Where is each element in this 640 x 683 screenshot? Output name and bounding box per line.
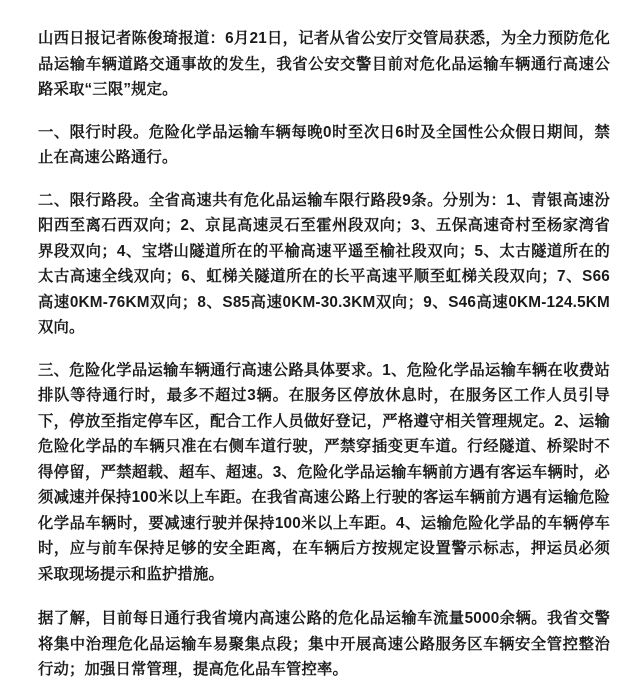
paragraph-closing: 据了解，目前每日通行我省境内高速公路的危化品运输车流量5000余辆。我省交警将集中治理危化品运输车易聚集点段；集中开展高速公路服务区车辆安全管控整治行动；加强日常管理，提高危化品车管控率。 xyxy=(38,610,610,678)
paragraph-section-two: 二、限行路段。全省高速共有危化品运输车限行路段9条。分别为：1、青银高速汾阳西至离石西双向；2、京昆高速灵石至霍州段双向；3、五保高速奇村至杨家湾省界段双向；4、宝塔山隧道所在的平榆高速平遥至榆社段双向；5、太古隧道所在的太古高速全线双向；6、虹梯关隧道所在的长平高速平顺至虹梯关段双向；7、S66高速0KM-76KM双向；8、S85高速0KM-30.3KM双向；9、S46高速0KM-124.5KM双向。 xyxy=(38,191,610,336)
paragraph-section-one: 一、限行时段。危险化学品运输车辆每晚0时至次日6时及全国性公众假日期间，禁止在高速公路通行。 xyxy=(38,123,610,166)
paragraph-section-three: 三、危险化学品运输车辆通行高速公路具体要求。1、危险化学品运输车辆在收费站排队等待通行时，最多不超过3辆。在服务区停放休息时，在服务区工作人员引导下，停放至指定停车区，配合工作人员做好登记，严格遵守相关管理规定。2、运输危险化学品的车辆只准在右侧车道行驶，严禁穿插变更车道。行经隧道、桥梁时不得停留，严禁超载、超车、超速。3、危险化学品运输车辆前方遇有客运车辆时，必须减速并保持100米以上车距。在我省高速公路上行驶的客运车辆前方遇有运输危险化学品车辆时，要减速行驶并保持100米以上车距。4、运输危险化学品的车辆停车时，应与前车保持足够的安全距离，在车辆后方按规定设置警示标志，押运员必须采取现场提示和监护措施。 xyxy=(38,361,610,583)
paragraph-intro: 山西日报记者陈俊琦报道：6月21日，记者从省公安厅交管局获悉，为全力预防危化品运输车辆道路交通事故的发生，我省公安交警目前对危化品运输车辆通行高速公路采取“三限”规定。 xyxy=(38,30,610,98)
